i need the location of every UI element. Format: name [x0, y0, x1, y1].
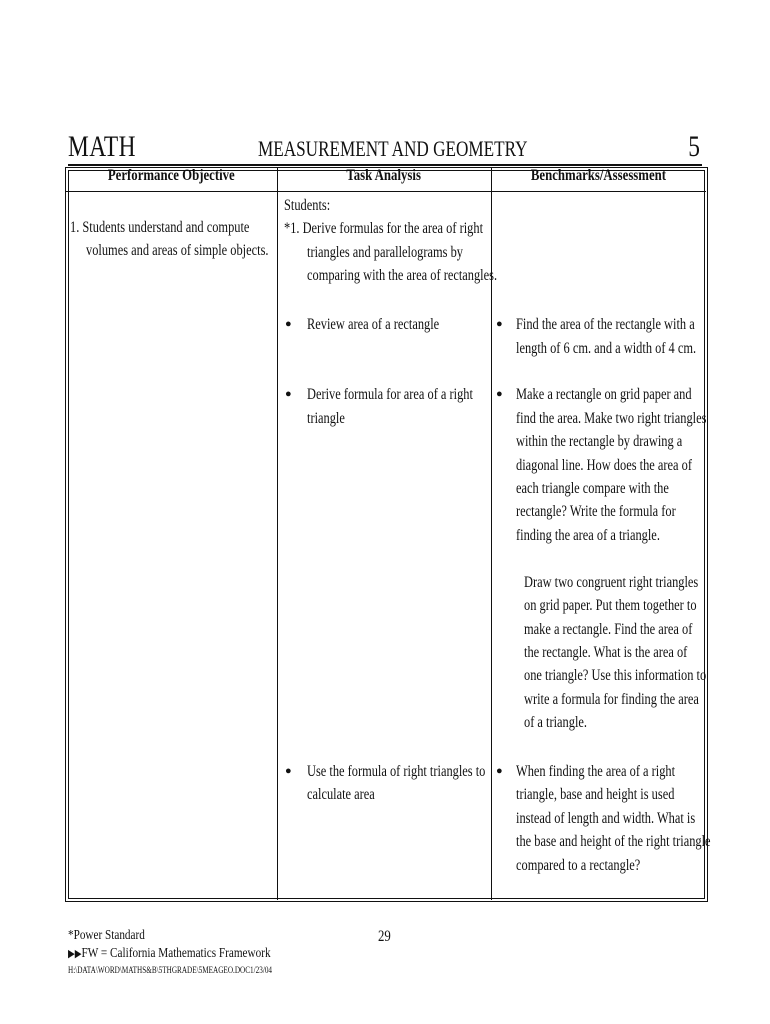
benchmark-2-line: rectangle? Write the formula for — [516, 503, 676, 520]
benchmark-2-line: diagonal line. How does the area of — [516, 457, 692, 474]
benchmark-2-line: Make a rectangle on grid paper and — [516, 386, 692, 403]
benchmark-4-line: the base and height of the right triangle — [516, 833, 711, 850]
task-standard-line-2: triangles and parallelograms by — [307, 244, 463, 261]
power-standard-note: *Power Standard — [68, 928, 145, 943]
bullet-icon: ● — [285, 765, 292, 777]
strand-title: MEASUREMENT AND GEOMETRY — [258, 136, 528, 161]
task-item-3-line-1: Use the formula of right triangles to — [307, 763, 486, 780]
benchmark-2-line: finding the area of a triangle. — [516, 527, 660, 544]
benchmark-3-line: write a formula for finding the area — [524, 691, 699, 708]
benchmark-2-line: find the area. Make two right triangles — [516, 410, 707, 427]
benchmark-4-line: triangle, base and height is used — [516, 786, 675, 803]
framework-note: ▶▶FW = California Mathematics Framework — [68, 946, 271, 961]
grade-number: 5 — [688, 130, 700, 163]
benchmark-3-line: the rectangle. What is the area of — [524, 644, 688, 661]
benchmark-1-line-1: Find the area of the rectangle with a — [516, 316, 695, 333]
benchmark-2-line: each triangle compare with the — [516, 480, 669, 497]
benchmark-1-line-2: length of 6 cm. and a width of 4 cm. — [516, 340, 697, 357]
benchmark-2-line: within the rectangle by drawing a — [516, 433, 683, 450]
bullet-icon: ● — [285, 318, 292, 330]
task-item-3-line-2: calculate area — [307, 786, 375, 803]
benchmark-3-line: one triangle? Use this information to — [524, 667, 707, 684]
task-standard-line-3: comparing with the area of rectangles. — [307, 267, 498, 284]
subject-heading: MATH — [68, 130, 136, 163]
page-number: 29 — [378, 928, 391, 945]
objective-line-1: 1. Students understand and compute — [70, 219, 250, 236]
objective-line-2: volumes and areas of simple objects. — [86, 242, 269, 259]
bullet-icon: ● — [496, 388, 503, 400]
task-item-1: Review area of a rectangle — [307, 316, 440, 333]
column-divider-1 — [277, 167, 278, 900]
benchmark-4-line: compared to a rectangle? — [516, 857, 641, 874]
benchmark-3-line: of a triangle. — [524, 714, 588, 731]
bullet-icon: ● — [285, 388, 292, 400]
bullet-icon: ● — [496, 765, 503, 777]
task-item-2-line-2: triangle — [307, 410, 345, 427]
benchmark-3-line: make a rectangle. Find the area of — [524, 621, 693, 638]
benchmark-3-line: Draw two congruent right triangles — [524, 574, 699, 591]
task-item-2-line-1: Derive formula for area of a right — [307, 386, 473, 403]
benchmark-4-line: When finding the area of a right — [516, 763, 676, 780]
task-intro: Students: — [284, 197, 331, 214]
page-header — [68, 128, 702, 166]
benchmark-4-line: instead of length and width. What is — [516, 810, 696, 827]
double-arrow-icon: ▶▶ — [68, 948, 82, 960]
task-standard-line-1: *1. Derive formulas for the area of right — [284, 220, 484, 237]
header-rule — [65, 191, 706, 192]
bullet-icon: ● — [496, 318, 503, 330]
column-header-objective: Performance Objective — [107, 167, 235, 184]
column-header-benchmark: Benchmarks/Assessment — [530, 167, 667, 184]
file-path: H:\DATA\WORD\MATHS&B\5THGRADE\5MEAGEO.DOC1/23/04 — [68, 965, 273, 975]
benchmark-3-line: on grid paper. Put them together to — [524, 597, 697, 614]
column-header-task: Task Analysis — [346, 167, 422, 184]
